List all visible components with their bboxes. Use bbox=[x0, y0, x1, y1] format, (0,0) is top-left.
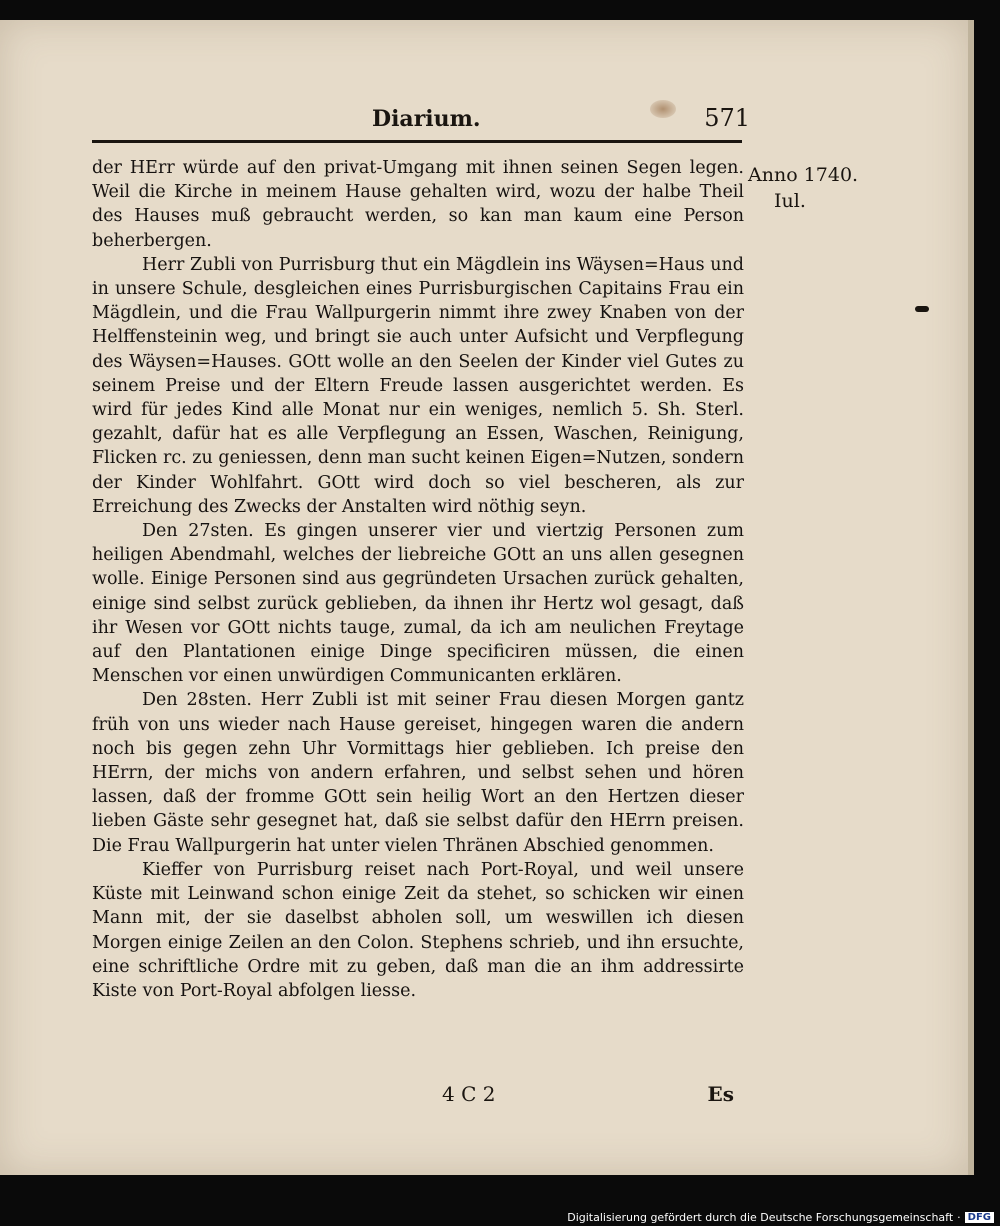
margin-mark bbox=[915, 306, 929, 312]
catchword: Es bbox=[707, 1082, 734, 1106]
dfg-logo: DFG bbox=[965, 1212, 994, 1223]
margin-year: Anno 1740. bbox=[748, 164, 859, 186]
signature-mark: 4 C 2 bbox=[442, 1082, 496, 1106]
running-title: Diarium. bbox=[372, 106, 481, 132]
paragraph: Den 27sten. Es gingen unserer vier und viertzig Personen zum heiligen Abendmahl, welches der liebreiche GOtt an uns allen gesegnen wolle. Einige Personen sind aus gegründeten Ursachen zurück gehalten, einige sind selbst zurück geblieben, da ihnen ihr Hertz wol gesagt, daß ihr Wesen vor GOtt nichts tauge, zumal, da ich am neulichen Freytage auf den Plantationen einige Dinge specificiren müssen, die einen Menschen vor einen unwürdigen Communicanten erklären. bbox=[92, 521, 744, 687]
footer-credit: Digitalisierung gefördert durch die Deutsche Forschungsgemeinschaft bbox=[567, 1211, 954, 1224]
paragraph: der HErr würde auf den privat-Umgang mit ihnen seinen Segen legen. Weil die Kirche in meinem Hause gehalten wird, wozu der halbe Theil des Hauses muß gebraucht werden, so kan man kaum eine Person beherbergen. bbox=[92, 158, 744, 251]
footer: Digitalisierung gefördert durch die Deutsche Forschungsgemeinschaft · DFG bbox=[567, 1211, 994, 1224]
margin-note bbox=[748, 162, 868, 214]
paragraph: Den 28sten. Herr Zubli ist mit seiner Frau diesen Morgen gantz früh von uns wieder nach Hause gereiset, hingegen waren die andern noch bis gegen zehn Uhr Vormittags hier geblieben. Ich preise den HErrn, der michs von andern erfahren, und selbst sehen und hören lassen, daß der fromme GOtt sein heilig Wort an den Hertzen dieser lieben Gäste sehr gesegnet hat, daß sie selbst dafür den HErrn preisen. Die Frau Wallpurgerin hat unter vielen Thränen Abschied genommen. bbox=[92, 690, 744, 856]
signature-line bbox=[92, 1082, 742, 1112]
paragraph: Kieffer von Purrisburg reiset nach Port-Royal, und weil unsere Küste mit Leinwand schon einige Zeit da stehet, so schicken wir einen Mann mit, der sie daselbst abholen soll, um weswillen ich diesen Morgen einige Zeilen an den Colon. Stephens schrieb, und ihn ersuchte, eine schriftliche Ordre mit zu geben, daß man die an ihm addressirte Kiste von Port-Royal abfolgen liesse. bbox=[92, 859, 744, 1001]
body-text bbox=[92, 156, 744, 1003]
page-number: 571 bbox=[704, 104, 750, 132]
header-rule bbox=[92, 140, 742, 143]
margin-month: Iul. bbox=[774, 190, 806, 212]
paragraph: Herr Zubli von Purrisburg thut ein Mägdlein ins Wäysen=Haus und in unsere Schule, desgleichen eines Purrisburgischen Capitains Frau ein Mägdlein, und die Frau Wallpurgerin nimmt ihre zwey Knaben von der Helffensteinin weg, und bringt sie auch unter Aufsicht und Verpflegung des Wäysen=Hauses. GOtt wolle an den Seelen der Kinder viel Gutes zu seinem Preise und der Eltern Freude lassen ausgerichtet werden. Es wird für jedes Kind alle Monat nur ein weniges, nemlich 5. Sh. Sterl. gezahlt, dafür hat es alle Verpflegung an Essen, Waschen, Reinigung, Flicken rc. zu geniessen, denn man sucht keinen Eigen=Nutzen, sondern der Kinder Wohlfahrt. GOtt wird doch so viel bescheren, als zur Erreichung des Zwecks der Anstalten wird nöthig seyn. bbox=[92, 254, 744, 517]
